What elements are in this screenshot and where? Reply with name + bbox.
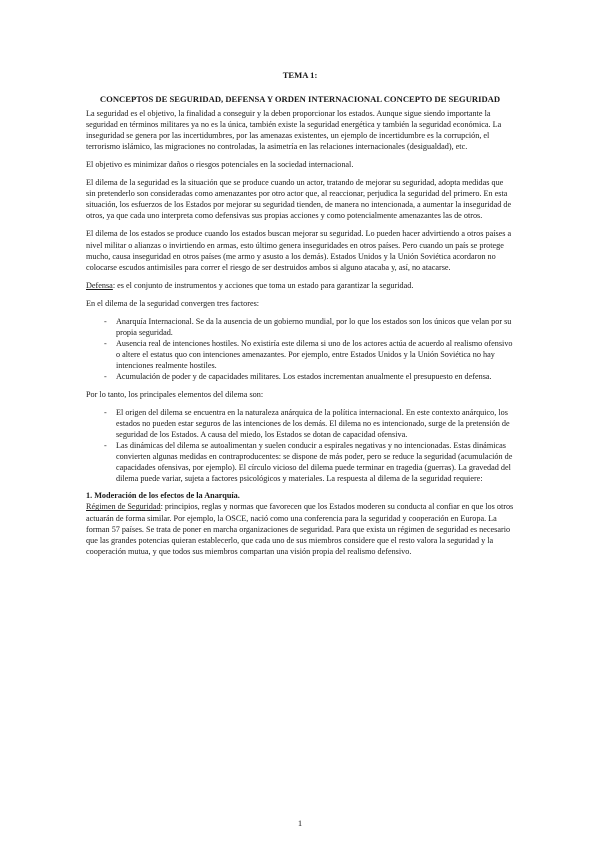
paragraph-states-dilemma: El dilema de los estados se produce cuando los estados buscan mejorar su seguridad. Lo pueden hacer advirtiendo a otros países a nivel militar o alianzas o invirtiendo en armas, esto último genera inseguridades en otros países. Pero cuando un país se protege mucho, causa inseguridad en otros países (me armo y asusto a los demás). Estados Unidos y la Unión Soviética acordaron no colocarse escudos antimisiles para correr el riesgo de ser destruidos ambos si alguno atacaba y, así, no atacarse.: [86, 229, 512, 272]
document-title: CONCEPTOS DE SEGURIDAD, DEFENSA Y ORDEN INTERNACIONAL CONCEPTO DE SEGURIDAD: [99, 94, 501, 105]
topic-heading: TEMA 1:: [282, 70, 318, 80]
section-heading: 1. Moderación de los efectos de la Anarquía.: [86, 491, 240, 501]
definition-defensa: : es el conjunto de instrumentos y acciones que toma un estado para garantizar la seguridad.: [112, 280, 414, 290]
paragraph-factors-intro: En el dilema de la seguridad convergen tres factores:: [86, 298, 260, 308]
term-regimen-seguridad: Régimen de Seguridad: [86, 502, 161, 512]
list-item: - Acumulación de poder y de capacidades militares. Los estados incrementan anualmente el presupuesto en defensa.: [86, 371, 514, 382]
document-body: [86, 70, 514, 564]
paragraph-security-dilemma: El dilema de la seguridad es la situación que se produce cuando un actor, tratando de mejorar su seguridad, adopta medidas que sin pretenderlo son consideradas como amenazantes por otro actor que, al reaccionar, perjudica la seguridad del primero. En esta situación, los esfuerzos de los Estados por mejorar su seguridad tienden, de manera no intencionada, a aumentar la inseguridad de otros, ya que cada uno interpreta como defensivas sus propias acciones y como potencialmente amenazantes las de otros.: [86, 178, 512, 221]
paragraph-defense: [86, 280, 514, 291]
elements-list: [86, 407, 514, 485]
list-item: - Anarquía Internacional. Se da la ausencia de un gobierno mundial, por lo que los estados son los únicos que velan por su propia seguridad.: [86, 316, 514, 338]
list-item: - Ausencia real de intenciones hostiles. No existiría este dilema si uno de los actores actúa de acuerdo al realismo ofensivo o altere el estatus quo con intenciones amenazantes. Por ejemplo, entre Estados Unidos y la Unión Soviética no hay intenciones realmente hostiles.: [86, 338, 514, 371]
list-item: - El origen del dilema se encuentra en la naturaleza anárquica de la política internacional. En este contexto anárquico, los estados no pueden estar seguros de las intenciones de los demás. El dilema no es intencionado, surge de la pretensión de seguridad de los Estados. A causa del miedo, los Estados se dotan de capacidad ofensiva.: [86, 407, 514, 440]
factors-list: [86, 316, 514, 383]
paragraph-objective: El objetivo es minimizar daños o riesgos potenciales en la sociedad internacional.: [86, 159, 354, 169]
paragraph-elements-intro: Por lo tanto, los principales elementos del dilema son:: [86, 389, 264, 399]
list-item: - Las dinámicas del dilema se autoalimentan y suelen conducir a espirales negativas y no intencionadas. Estas dinámicas convierten algunas medidas en contraproducentes: se dispone de más poder, pero se reduce la seguridad (acumulación de capacidades ofensivas, por ejemplo). El círculo vicioso del dilema puede terminar en tragedia (guerras). La gravedad del dilema puede variar, sujeta a factores psicológicos y materiales. La respuesta al dilema de la seguridad requiere:: [86, 440, 514, 484]
term-defensa: Defensa: [86, 280, 113, 290]
paragraph-security-regime: [86, 501, 514, 556]
definition-regimen-seguridad: : principios, reglas y normas que favorecen que los Estados moderen su conducta al confiar en que los otros actuarán de forma similar. Por ejemplo, la OSCE, nació como una conferencia para la seguridad y cooperación en Europa. La forman 57 países. Se trata de poner en marcha organizaciones de seguridad. Para que exista un régimen de seguridad es necesario que las grandes potencias quieran establecerlo, que cada uno de sus miembros considere que el resto valora la seguridad y la cooperación mutua, y que todos sus miembros compartan una visión propia del realismo defensivo.: [86, 502, 514, 556]
paragraph-security: La seguridad es el objetivo, la finalidad a conseguir y la deben proporcionar los estados. Aunque sigue siendo importante la seguridad en términos militares ya no es la única, también existe la seguridad energética y también la seguridad económica. La inseguridad se genera por las incertidumbres, por las amenazas existentes, un ejemplo de incertidumbre es la corrupción, el terrorismo islámico, las migraciones no controladas, la asimetría en las relaciones internacionales (desigualdad), etc.: [86, 108, 502, 151]
page-number: 1: [297, 818, 303, 828]
